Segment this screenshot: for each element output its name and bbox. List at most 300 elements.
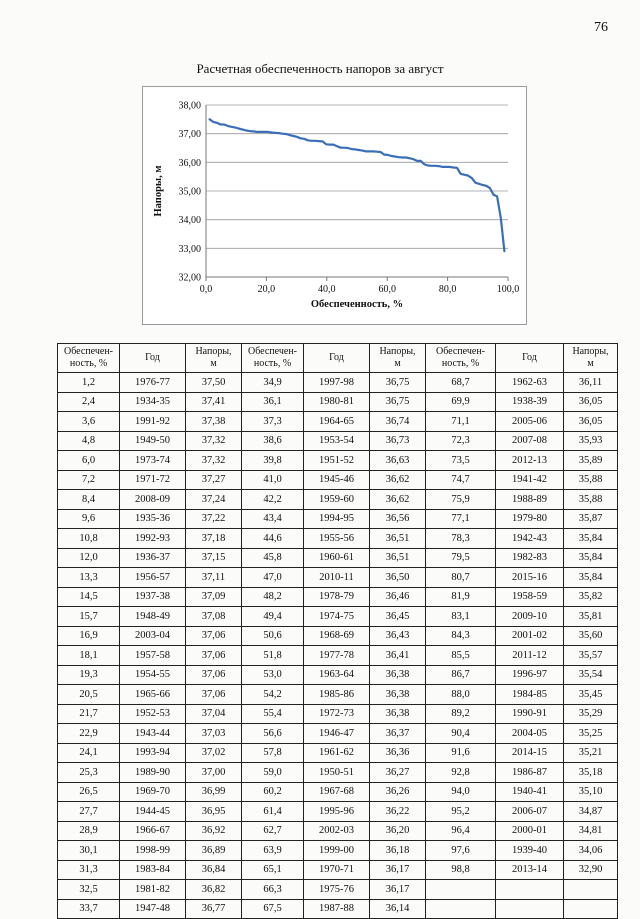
x-tick-label: 100,0 — [496, 284, 520, 295]
table-cell: 73,5 — [426, 451, 496, 471]
table-cell: 35,88 — [564, 490, 618, 510]
table-row — [58, 802, 618, 822]
column-header: Напоры, м — [370, 344, 426, 373]
table-cell: 42,2 — [242, 490, 304, 510]
table-cell: 1937-38 — [120, 587, 186, 607]
table-cell: 74,7 — [426, 470, 496, 490]
table-row — [58, 782, 618, 802]
table-cell: 1979-80 — [496, 509, 564, 529]
table-cell: 37,50 — [186, 373, 242, 393]
table-cell: 1968-69 — [304, 626, 370, 646]
table-cell: 32,5 — [58, 880, 120, 900]
y-tick-label: 32,00 — [178, 272, 201, 284]
table-cell: 1997-98 — [304, 373, 370, 393]
table-cell: 36,77 — [186, 899, 242, 919]
table-cell: 37,02 — [186, 743, 242, 763]
table-row — [58, 470, 618, 490]
table-cell: 36,95 — [186, 802, 242, 822]
table-cell: 1934-35 — [120, 392, 186, 412]
table-cell: 1939-40 — [496, 841, 564, 861]
table-cell: 65,1 — [242, 860, 304, 880]
table-cell: 18,1 — [58, 646, 120, 666]
table-cell: 27,7 — [58, 802, 120, 822]
table-cell: 1989-90 — [120, 763, 186, 783]
y-tick-label: 35,00 — [178, 186, 201, 198]
table-row — [58, 646, 618, 666]
table-cell: 2010-11 — [304, 568, 370, 588]
table-cell: 1948-49 — [120, 607, 186, 627]
table-cell: 96,4 — [426, 821, 496, 841]
table-row — [58, 392, 618, 412]
table-cell: 35,88 — [564, 470, 618, 490]
table-cell: 89,2 — [426, 704, 496, 724]
table-cell: 37,3 — [242, 412, 304, 432]
table-cell: 35,87 — [564, 509, 618, 529]
chart-svg — [143, 87, 526, 324]
table-row — [58, 899, 618, 919]
table-cell: 2008-09 — [120, 490, 186, 510]
table-cell: 36,38 — [370, 685, 426, 705]
table-cell: 1999-00 — [304, 841, 370, 861]
table-cell — [564, 880, 618, 900]
table-cell: 83,1 — [426, 607, 496, 627]
x-tick-label: 80,0 — [438, 284, 457, 295]
table-cell: 1955-56 — [304, 529, 370, 549]
column-header: Год — [120, 344, 186, 373]
table-cell: 36,38 — [370, 665, 426, 685]
table-cell: 1975-76 — [304, 880, 370, 900]
table-cell: 44,6 — [242, 529, 304, 549]
table-cell: 1974-75 — [304, 607, 370, 627]
table-cell: 1973-74 — [120, 451, 186, 471]
table-cell: 50,6 — [242, 626, 304, 646]
table-cell: 35,84 — [564, 548, 618, 568]
table-cell: 37,22 — [186, 509, 242, 529]
table-row — [58, 451, 618, 471]
table-cell: 1945-46 — [304, 470, 370, 490]
table-cell: 36,17 — [370, 860, 426, 880]
table-row — [58, 607, 618, 627]
table-cell: 36,17 — [370, 880, 426, 900]
table-cell: 49,4 — [242, 607, 304, 627]
table-cell: 35,54 — [564, 665, 618, 685]
table-cell: 1943-44 — [120, 724, 186, 744]
table-cell: 81,9 — [426, 587, 496, 607]
series-line — [210, 119, 505, 251]
table-cell: 2006-07 — [496, 802, 564, 822]
table-cell: 2002-03 — [304, 821, 370, 841]
table-cell: 13,3 — [58, 568, 120, 588]
table-cell: 37,06 — [186, 665, 242, 685]
table-cell: 1995-96 — [304, 802, 370, 822]
table-cell: 37,06 — [186, 626, 242, 646]
table-cell: 68,7 — [426, 373, 496, 393]
table-row — [58, 724, 618, 744]
table-cell: 36,18 — [370, 841, 426, 861]
table-row — [58, 685, 618, 705]
table-cell: 1964-65 — [304, 412, 370, 432]
table-cell: 1978-79 — [304, 587, 370, 607]
table-row — [58, 548, 618, 568]
y-tick-label: 34,00 — [178, 215, 201, 227]
table-cell: 35,18 — [564, 763, 618, 783]
table-cell: 9,6 — [58, 509, 120, 529]
table-cell: 43,4 — [242, 509, 304, 529]
table-cell: 51,8 — [242, 646, 304, 666]
table-row — [58, 665, 618, 685]
table-cell: 1983-84 — [120, 860, 186, 880]
table-cell: 1976-77 — [120, 373, 186, 393]
x-tick-label: 40,0 — [318, 284, 336, 295]
table-cell: 37,41 — [186, 392, 242, 412]
table-cell: 37,06 — [186, 685, 242, 705]
table-cell: 36,51 — [370, 529, 426, 549]
table-cell: 4,8 — [58, 431, 120, 451]
table-cell: 36,05 — [564, 412, 618, 432]
table-cell: 36,37 — [370, 724, 426, 744]
table-cell: 37,09 — [186, 587, 242, 607]
table-cell: 38,6 — [242, 431, 304, 451]
table-cell: 35,82 — [564, 587, 618, 607]
table-cell: 1988-89 — [496, 490, 564, 510]
table-cell: 1957-58 — [120, 646, 186, 666]
table-cell: 35,21 — [564, 743, 618, 763]
table-cell: 1952-53 — [120, 704, 186, 724]
x-tick-label: 0,0 — [199, 284, 213, 295]
table-cell: 1972-73 — [304, 704, 370, 724]
table-cell: 80,7 — [426, 568, 496, 588]
table-cell: 35,89 — [564, 451, 618, 471]
table-cell: 12,0 — [58, 548, 120, 568]
table-cell: 36,50 — [370, 568, 426, 588]
table-cell: 1942-43 — [496, 529, 564, 549]
table-cell: 1958-59 — [496, 587, 564, 607]
table-cell: 36,82 — [186, 880, 242, 900]
table-cell: 36,43 — [370, 626, 426, 646]
table-cell: 37,18 — [186, 529, 242, 549]
table-cell: 36,05 — [564, 392, 618, 412]
table-cell: 36,22 — [370, 802, 426, 822]
table-cell: 1982-83 — [496, 548, 564, 568]
table-cell: 1947-48 — [120, 899, 186, 919]
table-cell: 1987-88 — [304, 899, 370, 919]
table-cell: 86,7 — [426, 665, 496, 685]
table-cell: 67,5 — [242, 899, 304, 919]
table-cell: 1984-85 — [496, 685, 564, 705]
table-cell: 37,38 — [186, 412, 242, 432]
table-cell: 1953-54 — [304, 431, 370, 451]
table-cell: 72,3 — [426, 431, 496, 451]
table-cell: 1940-41 — [496, 782, 564, 802]
table-cell: 88,0 — [426, 685, 496, 705]
table-cell: 2014-15 — [496, 743, 564, 763]
table-cell: 1938-39 — [496, 392, 564, 412]
table-cell: 35,81 — [564, 607, 618, 627]
table-row — [58, 412, 618, 432]
table-cell — [496, 899, 564, 919]
table-row — [58, 529, 618, 549]
column-header: Обеспечен- ность, % — [426, 344, 496, 373]
table-cell: 35,25 — [564, 724, 618, 744]
chart-area — [142, 86, 527, 325]
table-cell: 1965-66 — [120, 685, 186, 705]
table-cell: 34,9 — [242, 373, 304, 393]
table-cell: 33,7 — [58, 899, 120, 919]
table-cell: 3,6 — [58, 412, 120, 432]
table-cell: 1935-36 — [120, 509, 186, 529]
table-cell: 34,06 — [564, 841, 618, 861]
column-header: Напоры, м — [186, 344, 242, 373]
table-cell: 37,11 — [186, 568, 242, 588]
column-header: Обеспечен- ность, % — [242, 344, 304, 373]
table-cell: 35,10 — [564, 782, 618, 802]
table-cell: 45,8 — [242, 548, 304, 568]
table-cell: 1954-55 — [120, 665, 186, 685]
table-cell: 36,41 — [370, 646, 426, 666]
y-tick-label: 33,00 — [178, 243, 201, 255]
table-cell: 36,56 — [370, 509, 426, 529]
table-cell: 37,06 — [186, 646, 242, 666]
page-number: 76 — [594, 20, 608, 35]
table-cell: 1936-37 — [120, 548, 186, 568]
table-cell: 37,08 — [186, 607, 242, 627]
table-cell: 1961-62 — [304, 743, 370, 763]
table-cell: 37,15 — [186, 548, 242, 568]
table-cell: 26,5 — [58, 782, 120, 802]
table-cell: 36,38 — [370, 704, 426, 724]
table-row — [58, 860, 618, 880]
y-axis-label: Напоры, м — [153, 165, 164, 217]
table-cell: 55,4 — [242, 704, 304, 724]
table-cell: 21,7 — [58, 704, 120, 724]
table-cell: 36,89 — [186, 841, 242, 861]
table-cell: 34,87 — [564, 802, 618, 822]
table-cell: 1970-71 — [304, 860, 370, 880]
table-row — [58, 704, 618, 724]
table-cell: 25,3 — [58, 763, 120, 783]
table-cell: 36,26 — [370, 782, 426, 802]
table-cell: 36,46 — [370, 587, 426, 607]
table-row — [58, 490, 618, 510]
table-cell: 36,36 — [370, 743, 426, 763]
table-cell: 36,1 — [242, 392, 304, 412]
table-cell: 35,93 — [564, 431, 618, 451]
table-cell: 36,75 — [370, 373, 426, 393]
table-cell: 36,74 — [370, 412, 426, 432]
y-tick-label: 38,00 — [178, 100, 201, 112]
table-cell: 59,0 — [242, 763, 304, 783]
y-tick-label: 37,00 — [178, 129, 201, 141]
table-cell: 1991-92 — [120, 412, 186, 432]
table-cell: 35,60 — [564, 626, 618, 646]
x-axis-label: Обеспеченность, % — [310, 299, 404, 310]
table-cell: 37,03 — [186, 724, 242, 744]
table-cell: 1949-50 — [120, 431, 186, 451]
table-cell: 95,2 — [426, 802, 496, 822]
table-cell: 1941-42 — [496, 470, 564, 490]
table-cell: 36,45 — [370, 607, 426, 627]
table-cell: 98,8 — [426, 860, 496, 880]
table-cell: 1998-99 — [120, 841, 186, 861]
x-tick-label: 60,0 — [378, 284, 396, 295]
table-cell: 1994-95 — [304, 509, 370, 529]
table-cell: 36,62 — [370, 470, 426, 490]
table-cell: 30,1 — [58, 841, 120, 861]
table-cell: 62,7 — [242, 821, 304, 841]
table-cell: 36,92 — [186, 821, 242, 841]
table-row — [58, 373, 618, 393]
table-cell: 1960-61 — [304, 548, 370, 568]
table-cell: 1969-70 — [120, 782, 186, 802]
table-cell — [426, 899, 496, 919]
data-table — [57, 343, 618, 919]
table-cell: 22,9 — [58, 724, 120, 744]
table-body — [58, 373, 618, 919]
table-cell: 35,45 — [564, 685, 618, 705]
table-cell: 36,14 — [370, 899, 426, 919]
table-cell: 1971-72 — [120, 470, 186, 490]
table-cell: 35,84 — [564, 529, 618, 549]
table-cell: 10,8 — [58, 529, 120, 549]
table-cell: 39,8 — [242, 451, 304, 471]
table-cell: 61,4 — [242, 802, 304, 822]
table-cell: 35,29 — [564, 704, 618, 724]
table-cell: 1985-86 — [304, 685, 370, 705]
column-header: Год — [496, 344, 564, 373]
table-cell: 1992-93 — [120, 529, 186, 549]
table-cell: 35,84 — [564, 568, 618, 588]
table-cell: 31,3 — [58, 860, 120, 880]
table-cell: 94,0 — [426, 782, 496, 802]
table-cell: 36,20 — [370, 821, 426, 841]
table-cell: 53,0 — [242, 665, 304, 685]
table-cell: 2001-02 — [496, 626, 564, 646]
table-cell: 97,6 — [426, 841, 496, 861]
table-row — [58, 509, 618, 529]
table-cell: 79,5 — [426, 548, 496, 568]
table-cell: 2011-12 — [496, 646, 564, 666]
table-row — [58, 568, 618, 588]
table-cell: 20,5 — [58, 685, 120, 705]
column-header: Напоры, м — [564, 344, 618, 373]
table-row — [58, 626, 618, 646]
table-cell: 1980-81 — [304, 392, 370, 412]
table-row — [58, 587, 618, 607]
table-cell: 1951-52 — [304, 451, 370, 471]
table-cell: 77,1 — [426, 509, 496, 529]
table-cell: 2015-16 — [496, 568, 564, 588]
table-cell: 1990-91 — [496, 704, 564, 724]
table-row — [58, 880, 618, 900]
table-cell: 60,2 — [242, 782, 304, 802]
table-cell: 36,27 — [370, 763, 426, 783]
table-cell: 36,75 — [370, 392, 426, 412]
table-cell: 84,3 — [426, 626, 496, 646]
table-cell: 63,9 — [242, 841, 304, 861]
table-cell: 2005-06 — [496, 412, 564, 432]
table-row — [58, 821, 618, 841]
column-header: Обеспечен- ность, % — [58, 344, 120, 373]
table-row — [58, 431, 618, 451]
table-cell: 54,2 — [242, 685, 304, 705]
table-cell: 1996-97 — [496, 665, 564, 685]
table-cell: 2000-01 — [496, 821, 564, 841]
table-cell: 57,8 — [242, 743, 304, 763]
table-cell: 36,63 — [370, 451, 426, 471]
table-cell: 1963-64 — [304, 665, 370, 685]
table-cell — [496, 880, 564, 900]
table-cell: 66,3 — [242, 880, 304, 900]
table-cell: 34,81 — [564, 821, 618, 841]
table-cell: 36,11 — [564, 373, 618, 393]
table-cell: 47,0 — [242, 568, 304, 588]
table-cell: 1967-68 — [304, 782, 370, 802]
table-cell: 1981-82 — [120, 880, 186, 900]
chart-title: Расчетная обеспеченность напоров за август — [196, 61, 444, 76]
table-cell: 2,4 — [58, 392, 120, 412]
table-header-row — [58, 344, 618, 373]
table-cell: 1959-60 — [304, 490, 370, 510]
table-cell: 69,9 — [426, 392, 496, 412]
table-cell: 2007-08 — [496, 431, 564, 451]
y-tick-label: 36,00 — [178, 157, 201, 169]
table-cell: 32,90 — [564, 860, 618, 880]
table-cell: 75,9 — [426, 490, 496, 510]
table-cell: 56,6 — [242, 724, 304, 744]
table-cell: 36,73 — [370, 431, 426, 451]
table-cell: 37,32 — [186, 431, 242, 451]
table-cell: 2012-13 — [496, 451, 564, 471]
table-cell: 36,99 — [186, 782, 242, 802]
table-cell: 28,9 — [58, 821, 120, 841]
table-cell: 37,32 — [186, 451, 242, 471]
table-cell: 8,4 — [58, 490, 120, 510]
table-cell: 1966-67 — [120, 821, 186, 841]
table-row — [58, 763, 618, 783]
column-header: Год — [304, 344, 370, 373]
table-cell: 2013-14 — [496, 860, 564, 880]
table-row — [58, 743, 618, 763]
table-cell: 37,04 — [186, 704, 242, 724]
table-cell: 35,57 — [564, 646, 618, 666]
table-cell: 37,24 — [186, 490, 242, 510]
table-cell: 85,5 — [426, 646, 496, 666]
table-cell: 91,6 — [426, 743, 496, 763]
table-cell: 7,2 — [58, 470, 120, 490]
table-cell — [564, 899, 618, 919]
table-cell: 24,1 — [58, 743, 120, 763]
table-cell: 1962-63 — [496, 373, 564, 393]
table-cell: 16,9 — [58, 626, 120, 646]
table-cell: 37,27 — [186, 470, 242, 490]
table-cell: 2003-04 — [120, 626, 186, 646]
table-cell: 2004-05 — [496, 724, 564, 744]
table-cell: 1,2 — [58, 373, 120, 393]
table-cell: 6,0 — [58, 451, 120, 471]
table-cell: 14,5 — [58, 587, 120, 607]
x-tick-label: 20,0 — [257, 284, 276, 295]
table-cell: 1993-94 — [120, 743, 186, 763]
table-cell: 2009-10 — [496, 607, 564, 627]
table-cell: 36,51 — [370, 548, 426, 568]
table-cell: 19,3 — [58, 665, 120, 685]
table-cell: 78,3 — [426, 529, 496, 549]
table-cell: 36,84 — [186, 860, 242, 880]
table-cell — [426, 880, 496, 900]
table-cell: 1950-51 — [304, 763, 370, 783]
table-cell: 37,00 — [186, 763, 242, 783]
table-row — [58, 841, 618, 861]
